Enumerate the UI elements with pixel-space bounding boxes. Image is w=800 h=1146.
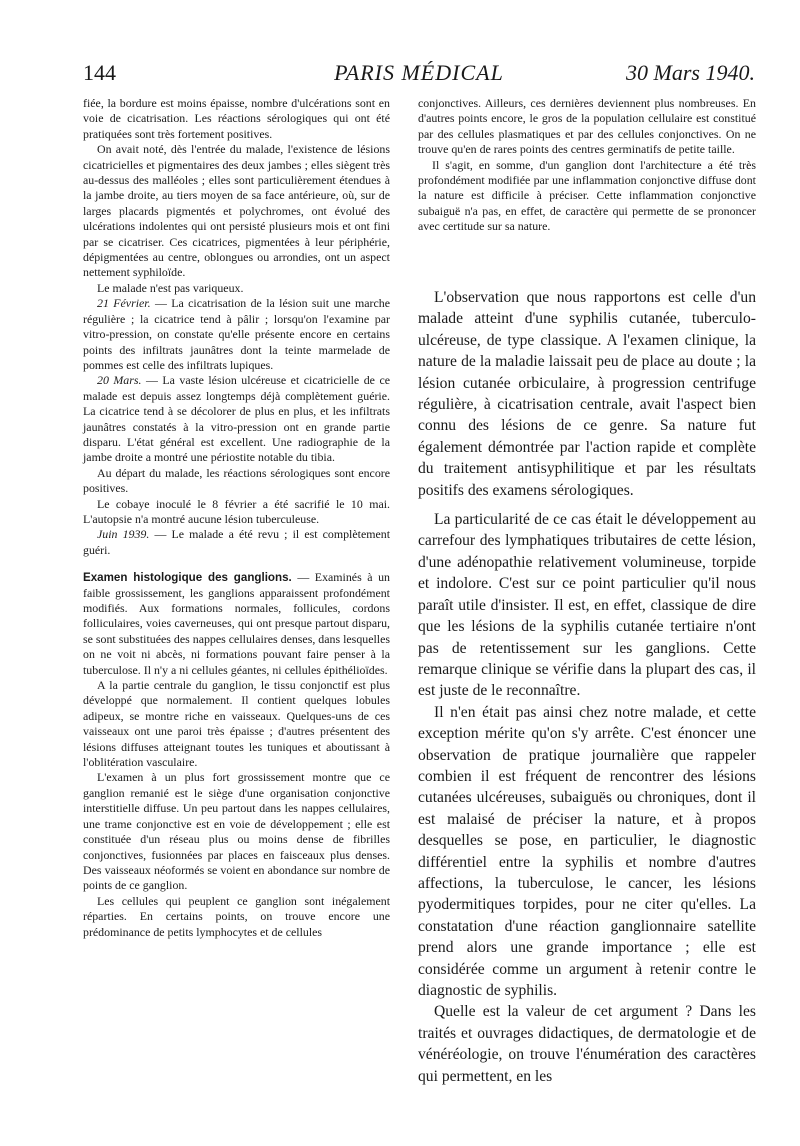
paragraph xyxy=(83,527,390,558)
paragraph: Les cellules qui peuplent ce ganglion sont inégalement réparties. En certains points, on trouve encore une prédominance de petits lymphocytes et de cellules xyxy=(83,893,390,939)
entry-date: Juin 1939. xyxy=(97,527,150,542)
section-paragraph xyxy=(83,570,390,678)
right-column-main xyxy=(418,287,756,1087)
paragraph xyxy=(83,373,390,465)
paragraph: L'observation que nous rapportons est celle d'un malade atteint d'une syphilis cutanée, tuberculo-ulcéreuse, de type classique. A l'examen clinique, la nature de la maladie laissait peu de place au doute ; la lésion cutanée orbiculaire, à progression centrifuge régulière, à cicatrisation centrale, avait l'aspect bien connu des lésions de ce genre. Sa nature fut également démontrée par l'action rapide et complète du traitement antisyphilitique et par les résultats positifs des examens sérologiques. xyxy=(418,289,756,499)
paragraph: Le cobaye inoculé le 8 février a été sacrifié le 10 mai. L'autopsie n'a montré aucune lésion tuberculeuse. xyxy=(83,496,390,526)
paragraph: A la partie centrale du ganglion, le tissu conjonctif est plus développé que normalement. Il contient quelques lobules adipeux, se montre riche en vaisseaux. Quelques-uns de ces vaisseaux ont une paroi très épaisse ; d'autres présentent des lésions diffuses atteignant toutes les tuniques et aboutissant à l'oblitération vasculaire. xyxy=(83,678,390,770)
section-text: — Examinés à un faible grossissement, les ganglions apparaissent profondément modifiés. Aux formations normales, follicules, cordons folliculaires, voies caverneuses, qui ont presque partout disparu, se sont substituées des nappes cellulaires denses, dans lesquelles on ne voit ni abcès, ni formations pouvant faire penser à la tuberculose. Il n'y a ni cellules géantes, ni cellules épithélioïdes. xyxy=(83,570,390,677)
paragraph xyxy=(83,296,390,373)
paragraph: La particularité de ce cas était le développement au carrefour des lymphatiques tributaires de cette lésion, d'une adénopathie relativement volumineuse, torpide et indolore. C'est sur ce point particulier qu'il nous paraît utile d'insister. Il est, en effet, classique de dire que les lésions de la syphilis cutanée tertiaire n'ont pas de retentissement sur les ganglions. Cette remarque clinique se vérifie dans la plupart des cas, il est juste de le reconnaître. xyxy=(418,511,756,700)
paragraph: fiée, la bordure est moins épaisse, nombre d'ulcérations sont en voie de cicatrisation. Les réactions sérologiques qui ont été pratiquées sont très fortement positives. xyxy=(83,96,390,141)
page-number: 144 xyxy=(83,60,116,85)
paragraph: L'examen à un plus fort grossissement montre que ce ganglion remanié est le siège d'une organisation conjonctive interstitielle diffuse. Un peu partout dans les nappes cellulaires, une trame conjonctive est en voie de développement ; elle est constituée d'un réseau plus ou moins dense de fibrilles conjonctives, fusionnées par places en faisceaux plus denses. Des vaisseaux néoformés se voient en abondance sur nombre de points de ce ganglion. xyxy=(83,770,390,893)
entry-text: — Le malade a été revu ; il est complètement guéri. xyxy=(83,527,390,557)
entry-text: — La vaste lésion ulcéreuse et cicatricielle de ce malade est depuis assez longtemps déjà complètement guérie. La cicatrice tend à se décolorer de plus en plus, et les infiltrats jaunâtres constatés à la vitro-pression ont en grande partie disparu. L'état général est excellent. Une radiographie de la jambe droite a montré une périostite notable du tibia. xyxy=(83,373,390,465)
journal-title: PARIS MÉDICAL xyxy=(334,60,504,85)
paragraph: Quelle est la valeur de cet argument ? Dans les traités et ouvrages didactiques, de dermatologie et de vénéréologie, on trouve l'énumération des caractères qui permettent, en les xyxy=(418,1003,756,1085)
entry-date: 21 Février. xyxy=(97,296,151,311)
page-header xyxy=(83,60,755,90)
entry-text: — La cicatrisation de la lésion suit une marche régulière ; la cicatrice tend à pâlir ; lorsqu'on l'examine par vitro-pression, on constate qu'elle présente encore en certains points des infiltrats jaunâtres dont la teinte marmelade de pommes est celle des infiltrats lupiques. xyxy=(83,296,390,372)
issue-date: 30 Mars 1940. xyxy=(626,60,755,85)
left-column xyxy=(83,96,390,940)
section-heading: Examen histologique des ganglions. xyxy=(83,571,292,585)
paragraph: conjonctives. Ailleurs, ces dernières deviennent plus nombreuses. En d'autres points encore, le gros de la population cellulaire est constitué par des cellules plasmatiques et par des cellules conjonctives. On ne trouve qu'en de rares points des centres germinatifs de petite taille. xyxy=(418,96,756,157)
paragraph: On avait noté, dès l'entrée du malade, l'existence de lésions cicatricielles et pigmentaires des deux jambes ; elles siègent très au-dessus des malléoles ; elles sont particulièrement étendues à la jambe droite, au tiers moyen de sa face antérieure, où, sur de larges placards pigmentés et polychromes, ont évolué des ulcérations indolentes qui ont persisté plusieurs mois et ont fini par se cicatriser. Ces cicatrices, pigmentées à leur périphérie, dépigmentées au centre, oblongues ou arrondies, ont un aspect nettement syphiloïde. xyxy=(83,142,390,280)
paragraph: Il n'en était pas ainsi chez notre malade, et cette exception mérite qu'on s'y arrête. C'est énoncer une observation de pratique journalière que rappeler combien il est fréquent de rencontrer des lésions cutanées ulcéreuses, subaiguës ou chroniques, dont il est malaisé de préciser la nature, et à propos desquelles se pose, en particulier, le diagnostic différentiel entre la syphilis et nombre d'autres affections, la tuberculose, le cancer, les lésions pyodermitiques torpides, pour ne citer qu'elles. La constatation d'une réaction ganglionnaire satellite prend alors une grande importance ; elle est considérée comme un argument à retenir contre le diagnostic de syphilis. xyxy=(418,703,756,999)
entry-date: 20 Mars. xyxy=(97,373,142,388)
right-column-top xyxy=(418,96,756,235)
paragraph: Au départ du malade, les réactions sérologiques sont encore positives. xyxy=(83,465,390,496)
paragraph: Il s'agit, en somme, d'un ganglion dont l'architecture a été très profondément modifiée par une inflammation conjonctive diffuse dont la nature est difficile à préciser. Cette inflammation conjonctive subaiguë n'a pas, en effet, de caractère qui permette de se prononcer avec certitude sur sa nature. xyxy=(418,157,756,234)
paragraph: Le malade n'est pas variqueux. xyxy=(97,280,244,295)
